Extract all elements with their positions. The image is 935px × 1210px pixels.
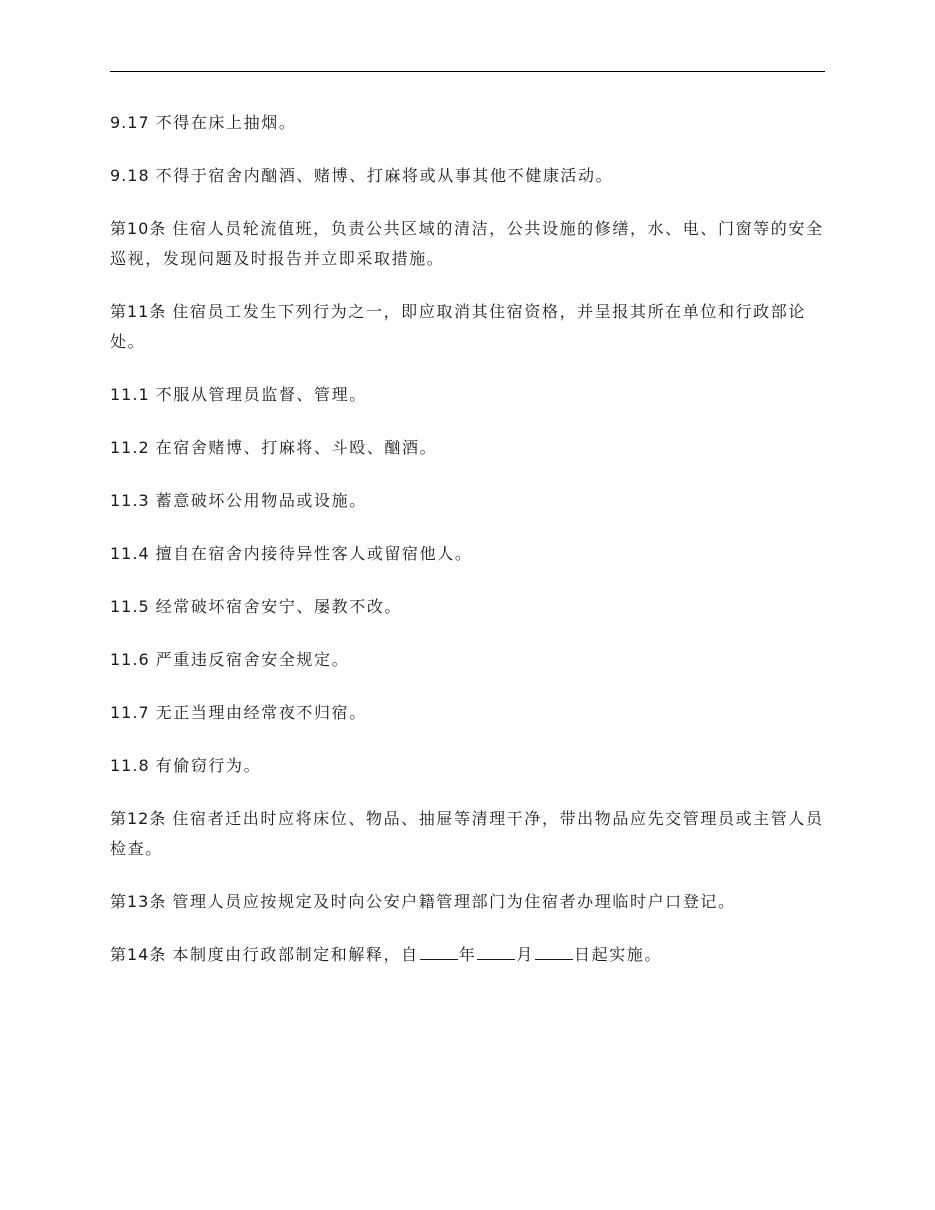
clause-text: 不得于宿舍内酗酒、赌博、打麻将或从事其他不健康活动。 — [155, 166, 614, 185]
article-number: 第11条 — [110, 302, 167, 321]
clause-number: 11.4 — [110, 544, 150, 563]
clause-number: 11.1 — [110, 385, 150, 404]
clause-11-6 — [110, 645, 825, 675]
article-10 — [110, 214, 825, 274]
article-text-end: 日起实施。 — [574, 945, 663, 964]
article-number: 第10条 — [110, 219, 167, 238]
document-body — [110, 108, 825, 993]
article-number: 第13条 — [110, 892, 167, 911]
clause-number: 11.6 — [110, 650, 150, 669]
year-blank[interactable] — [420, 943, 458, 960]
clause-text: 不得在床上抽烟。 — [155, 113, 297, 132]
article-12 — [110, 804, 825, 864]
clause-11-8 — [110, 751, 825, 781]
clause-number: 11.8 — [110, 756, 150, 775]
clause-text: 在宿舍赌博、打麻将、斗殴、酗酒。 — [155, 438, 438, 457]
article-number: 第14条 — [110, 945, 167, 964]
clause-11-3 — [110, 486, 825, 516]
month-label: 月 — [516, 945, 534, 964]
clause-text: 严重违反宿舍安全规定。 — [155, 650, 350, 669]
article-text: 住宿员工发生下列行为之一，即应取消其住宿资格，并呈报其所在单位和行政部论处。 — [110, 302, 806, 351]
clause-11-4 — [110, 539, 825, 569]
clause-11-1 — [110, 380, 825, 410]
article-13 — [110, 887, 825, 917]
article-number: 第12条 — [110, 809, 167, 828]
header-rule — [110, 71, 825, 72]
clause-text: 蓄意破坏公用物品或设施。 — [155, 491, 367, 510]
article-text: 住宿者迁出时应将床位、物品、抽屉等清理干净，带出物品应先交管理员或主管人员检查。 — [110, 809, 824, 858]
article-14 — [110, 940, 825, 970]
clause-11-7 — [110, 698, 825, 728]
article-text: 住宿人员轮流值班，负责公共区域的清洁，公共设施的修缮，水、电、门窗等的安全巡视，发现问题及时报告并立即采取措施。 — [110, 219, 824, 268]
clause-text: 经常破坏宿舍安宁、屡教不改。 — [155, 597, 403, 616]
article-text: 管理人员应按规定及时向公安户籍管理部门为住宿者办理临时户口登记。 — [172, 892, 736, 911]
clause-number: 9.18 — [110, 166, 150, 185]
clause-text: 不服从管理员监督、管理。 — [155, 385, 367, 404]
month-blank[interactable] — [477, 943, 515, 960]
clause-11-5 — [110, 592, 825, 622]
year-label: 年 — [458, 945, 477, 964]
clause-9-17 — [110, 108, 825, 138]
day-blank[interactable] — [535, 943, 573, 960]
clause-number: 11.5 — [110, 597, 150, 616]
clause-text: 有偷窃行为。 — [155, 756, 262, 775]
clause-text: 无正当理由经常夜不归宿。 — [155, 703, 367, 722]
clause-number: 11.3 — [110, 491, 150, 510]
article-text-start: 本制度由行政部制定和解释，自 — [172, 945, 419, 964]
clause-9-18 — [110, 161, 825, 191]
clause-text: 擅自在宿舍内接待异性客人或留宿他人。 — [155, 544, 473, 563]
clause-number: 11.2 — [110, 438, 150, 457]
article-11 — [110, 297, 825, 357]
clause-11-2 — [110, 433, 825, 463]
clause-number: 9.17 — [110, 113, 150, 132]
clause-number: 11.7 — [110, 703, 150, 722]
